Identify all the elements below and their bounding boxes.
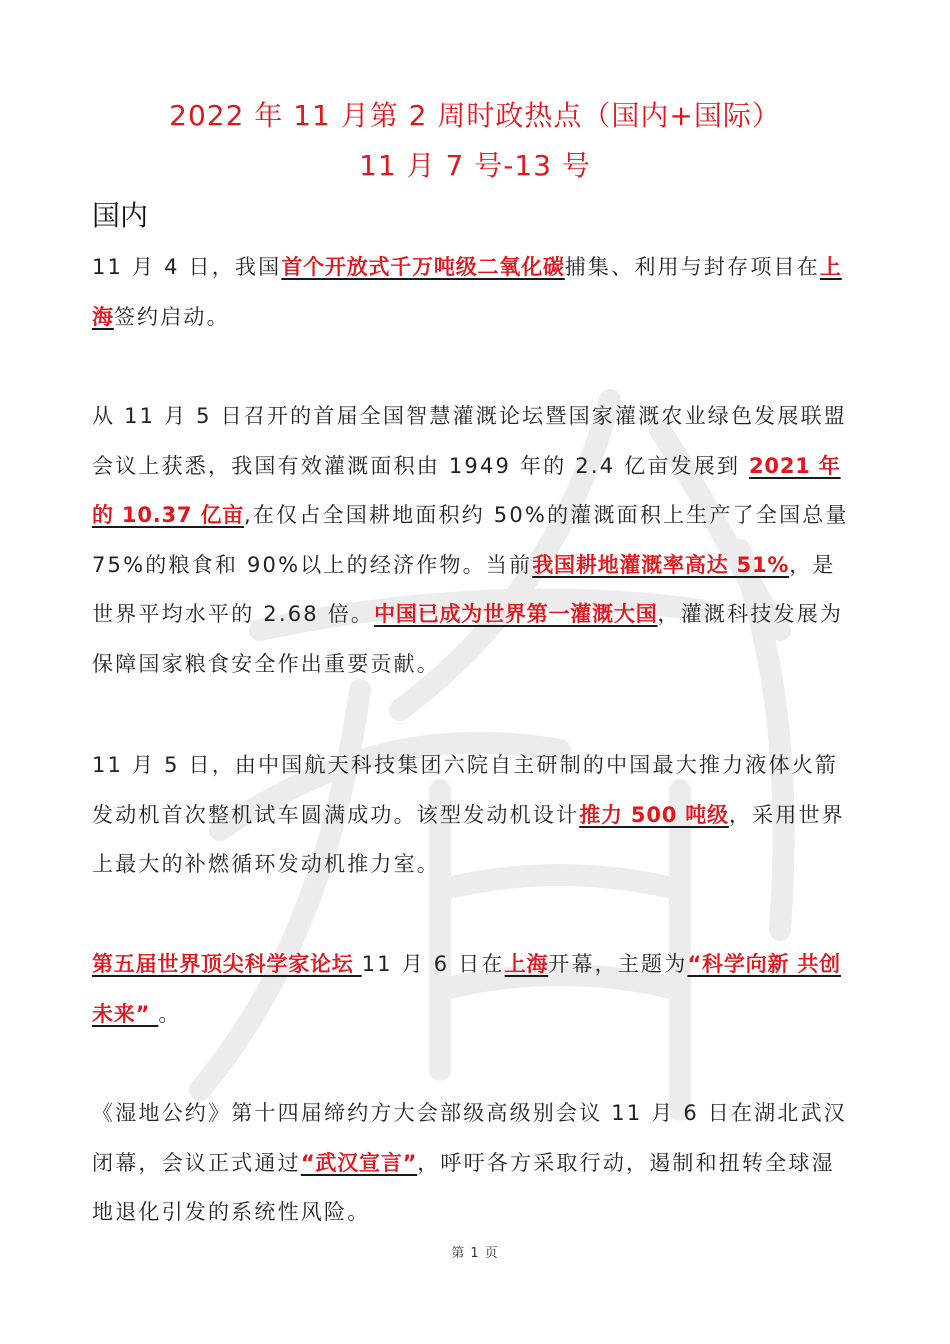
highlighted-phrase: 推力 500 吨级: [579, 802, 729, 827]
paragraph-text: ，灌溉科技发展为保障国家粮食安全作出重要贡献。: [92, 602, 844, 676]
page-number: 第 1 页: [451, 1246, 499, 1261]
highlighted-phrase: 首个开放式千万吨级二氧化碳: [281, 255, 565, 279]
paragraph-text: 签约启动。: [113, 304, 230, 329]
highlighted-phrase: “武汉宣言”: [300, 1150, 418, 1175]
paragraph-text: 。: [158, 1001, 182, 1026]
paragraph-text: 11 月 6 日在: [361, 952, 505, 976]
news-paragraph: [92, 392, 858, 689]
highlighted-phrase: 第五届世界顶尖科学家论坛: [92, 952, 362, 976]
paragraph-text: ,在仅占全国耕地面积约 50%的灌溉面积上生产了全国总量 75%的粮食和 90%以上的经济作物。当前: [92, 503, 849, 577]
paragraph-text: 《湿地公约》第十四届缔约方大会部级高级别会议 11 月 6 日在湖北武汉闭幕，会议正式通过: [92, 1101, 847, 1175]
highlighted-phrase: 2021 年的 10.37 亿亩: [92, 453, 841, 527]
highlighted-phrase: 上海: [504, 952, 549, 976]
paragraph-text: 11 月 4 日，我国: [92, 255, 282, 279]
highlighted-phrase: 我国耕地灌溉率高达 51%: [532, 552, 790, 577]
document-date-range: 11 月 7 号-13 号: [359, 149, 591, 182]
paragraph-text: ，是世界平均水平的 2.68 倍。: [92, 552, 836, 626]
news-paragraph: [92, 243, 858, 342]
document-title: 2022 年 11 月第 2 周时政热点（国内+国际）: [169, 99, 781, 132]
paragraph-text: 捕集、利用与封存项目在: [564, 255, 820, 279]
highlighted-phrase: 上海: [92, 255, 842, 329]
paragraph-text: 11 月 5 日，由中国航天科技集团六院自主研制的中国最大推力液体火箭发动机首次整机试车圆满成功。该型发动机设计: [92, 753, 839, 827]
paragraph-text: 从 11 月 5 日召开的首届全国智慧灌溉论坛暨国家灌溉农业绿色发展联盟会议上获悉，我国有效灌溉面积由 1949 年的 2.4 亿亩发展到: [92, 404, 847, 478]
news-paragraph: [92, 1089, 858, 1238]
paragraph-text: ，呼吁各方采取行动，遏制和扭转全球湿地退化引发的系统性风险。: [92, 1150, 835, 1224]
news-paragraph: [92, 741, 858, 890]
section-heading-domestic: 国内: [92, 199, 149, 232]
highlighted-phrase: 中国已成为世界第一灌溉大国: [374, 602, 658, 626]
paragraph-text: 开幕，主题为: [548, 952, 688, 976]
paragraph-text: ，采用世界上最大的补燃循环发动机推力室。: [92, 802, 845, 876]
highlighted-phrase: “科学向新 共创未来”: [92, 952, 841, 1026]
news-paragraph: [92, 940, 858, 1039]
